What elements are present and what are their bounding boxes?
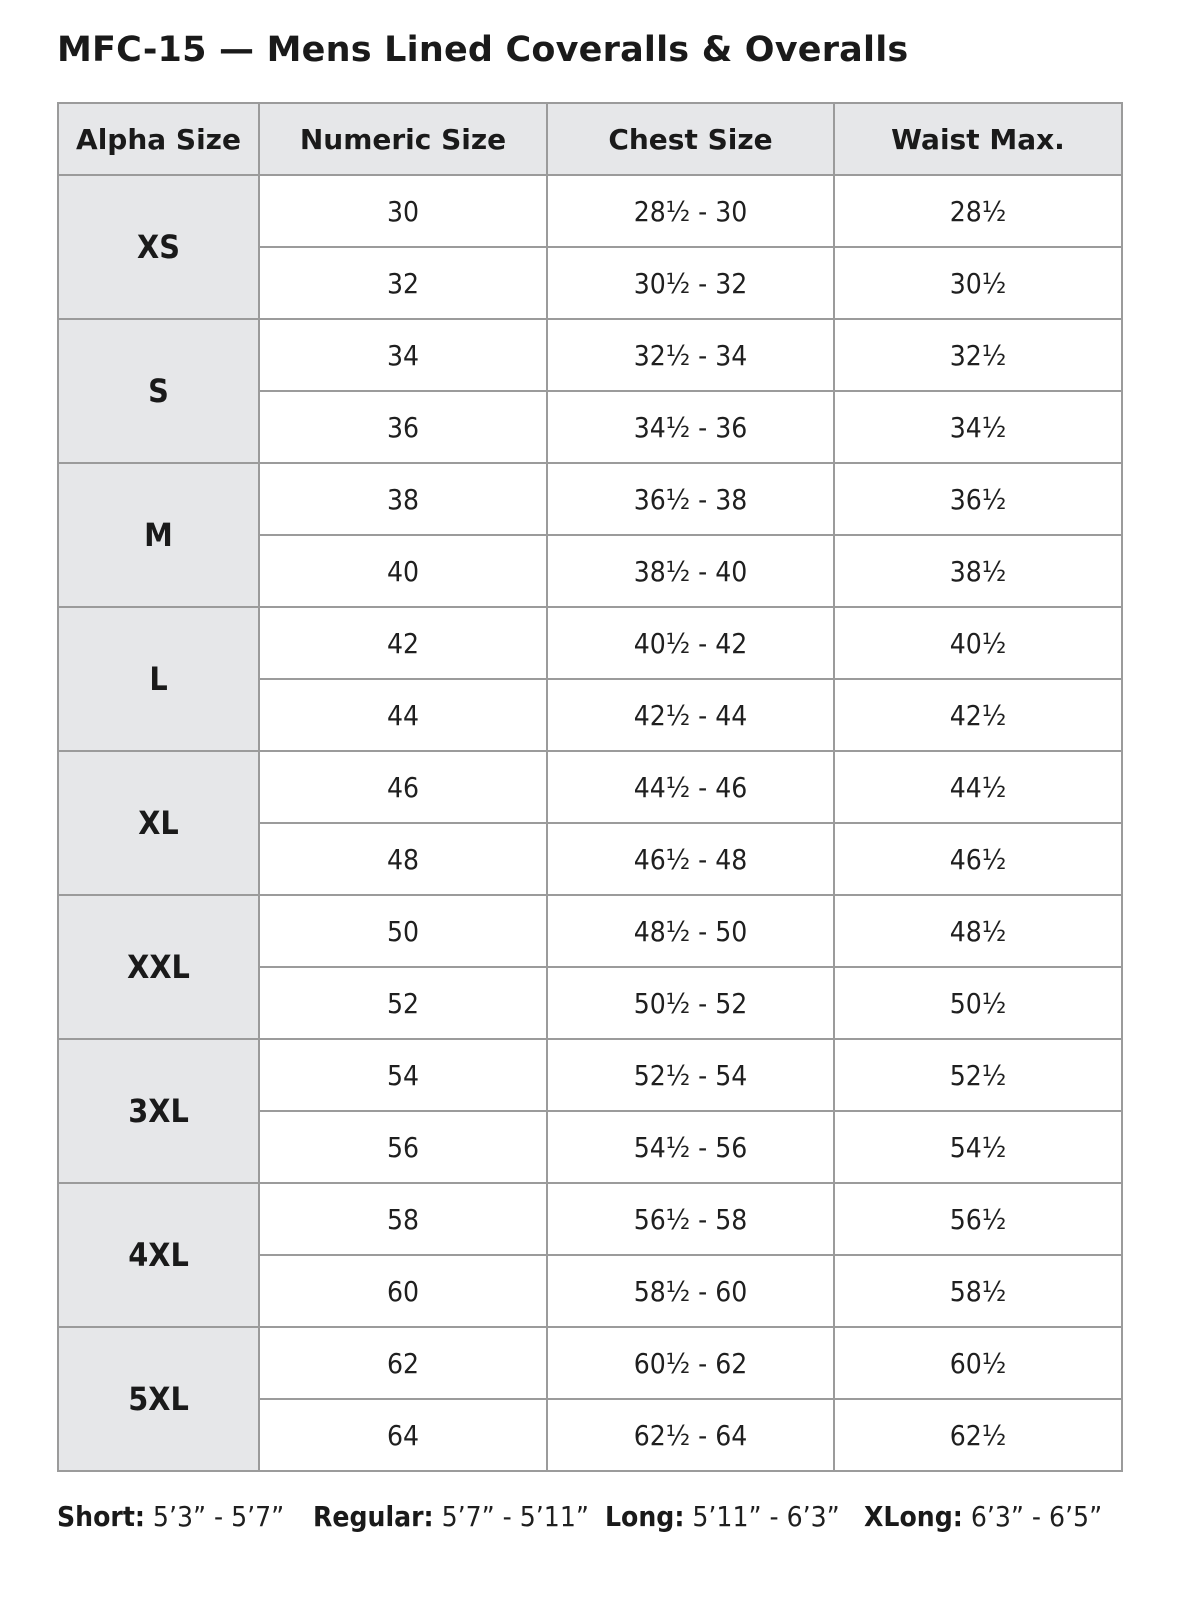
chest-size-cell: 58½ - 60 [547,1255,834,1327]
inseam-range: 5’3” - 5’7” [144,1500,285,1533]
inseam-range: 6’3” - 6’5” [962,1500,1103,1533]
inseam-label: Short: [57,1500,145,1533]
waist-max-cell: 56½ [834,1183,1122,1255]
numeric-size-cell: 54 [259,1039,547,1111]
chest-size-cell: 32½ - 34 [547,319,834,391]
waist-max-cell: 30½ [834,247,1122,319]
header-alpha-size: Alpha Size [58,103,259,175]
chest-size-cell: 46½ - 48 [547,823,834,895]
chest-size-cell: 30½ - 32 [547,247,834,319]
numeric-size-cell: 52 [259,967,547,1039]
table-header-row [58,103,1122,175]
inseam-label: XLong: [864,1500,963,1533]
chest-size-cell: 60½ - 62 [547,1327,834,1399]
chest-size-cell: 28½ - 30 [547,175,834,247]
inseam-xlong [864,1492,1102,1542]
waist-max-cell: 48½ [834,895,1122,967]
table-row [58,175,1122,247]
numeric-size-cell: 44 [259,679,547,751]
chest-size-cell: 40½ - 42 [547,607,834,679]
waist-max-cell: 40½ [834,607,1122,679]
header-chest-size: Chest Size [547,103,834,175]
alpha-size-cell: 4XL [58,1183,259,1327]
inseam-range: 5’7” - 5’11” [433,1500,589,1533]
chest-size-cell: 50½ - 52 [547,967,834,1039]
waist-max-cell: 38½ [834,535,1122,607]
header-numeric-size: Numeric Size [259,103,547,175]
numeric-size-cell: 62 [259,1327,547,1399]
waist-max-cell: 36½ [834,463,1122,535]
numeric-size-cell: 48 [259,823,547,895]
size-chart-table [57,102,1123,1472]
chest-size-cell: 62½ - 64 [547,1399,834,1471]
table-row [58,319,1122,391]
alpha-size-cell: 5XL [58,1327,259,1471]
inseam-long [605,1492,840,1542]
inseam-range: 5’11” - 6’3” [684,1500,840,1533]
waist-max-cell: 32½ [834,319,1122,391]
alpha-size-cell: XS [58,175,259,319]
waist-max-cell: 28½ [834,175,1122,247]
table-row [58,1327,1122,1399]
chest-size-cell: 42½ - 44 [547,679,834,751]
alpha-size-cell: L [58,607,259,751]
alpha-size-cell: XL [58,751,259,895]
numeric-size-cell: 42 [259,607,547,679]
alpha-size-cell: 3XL [58,1039,259,1183]
waist-max-cell: 52½ [834,1039,1122,1111]
waist-max-cell: 46½ [834,823,1122,895]
alpha-size-cell: XXL [58,895,259,1039]
waist-max-cell: 54½ [834,1111,1122,1183]
numeric-size-cell: 32 [259,247,547,319]
numeric-size-cell: 34 [259,319,547,391]
chest-size-cell: 56½ - 58 [547,1183,834,1255]
numeric-size-cell: 38 [259,463,547,535]
chest-size-cell: 38½ - 40 [547,535,834,607]
chest-size-cell: 48½ - 50 [547,895,834,967]
numeric-size-cell: 56 [259,1111,547,1183]
size-table-body [58,175,1122,1471]
waist-max-cell: 34½ [834,391,1122,463]
chest-size-cell: 44½ - 46 [547,751,834,823]
page-title: MFC-15 — Mens Lined Coveralls & Overalls [57,30,909,70]
inseam-regular [313,1492,589,1542]
numeric-size-cell: 58 [259,1183,547,1255]
table-row [58,463,1122,535]
waist-max-cell: 60½ [834,1327,1122,1399]
waist-max-cell: 44½ [834,751,1122,823]
chest-size-cell: 54½ - 56 [547,1111,834,1183]
table-row [58,751,1122,823]
table-row [58,1039,1122,1111]
inseam-label: Long: [605,1500,685,1533]
alpha-size-cell: S [58,319,259,463]
numeric-size-cell: 64 [259,1399,547,1471]
inseam-legend [57,1492,1137,1542]
numeric-size-cell: 40 [259,535,547,607]
chest-size-cell: 36½ - 38 [547,463,834,535]
waist-max-cell: 50½ [834,967,1122,1039]
chest-size-cell: 52½ - 54 [547,1039,834,1111]
chest-size-cell: 34½ - 36 [547,391,834,463]
inseam-short [57,1492,284,1542]
table-row [58,895,1122,967]
waist-max-cell: 62½ [834,1399,1122,1471]
inseam-label: Regular: [313,1500,434,1533]
numeric-size-cell: 36 [259,391,547,463]
numeric-size-cell: 46 [259,751,547,823]
numeric-size-cell: 30 [259,175,547,247]
numeric-size-cell: 60 [259,1255,547,1327]
waist-max-cell: 58½ [834,1255,1122,1327]
header-waist-max: Waist Max. [834,103,1122,175]
waist-max-cell: 42½ [834,679,1122,751]
table-row [58,1183,1122,1255]
numeric-size-cell: 50 [259,895,547,967]
alpha-size-cell: M [58,463,259,607]
table-row [58,607,1122,679]
